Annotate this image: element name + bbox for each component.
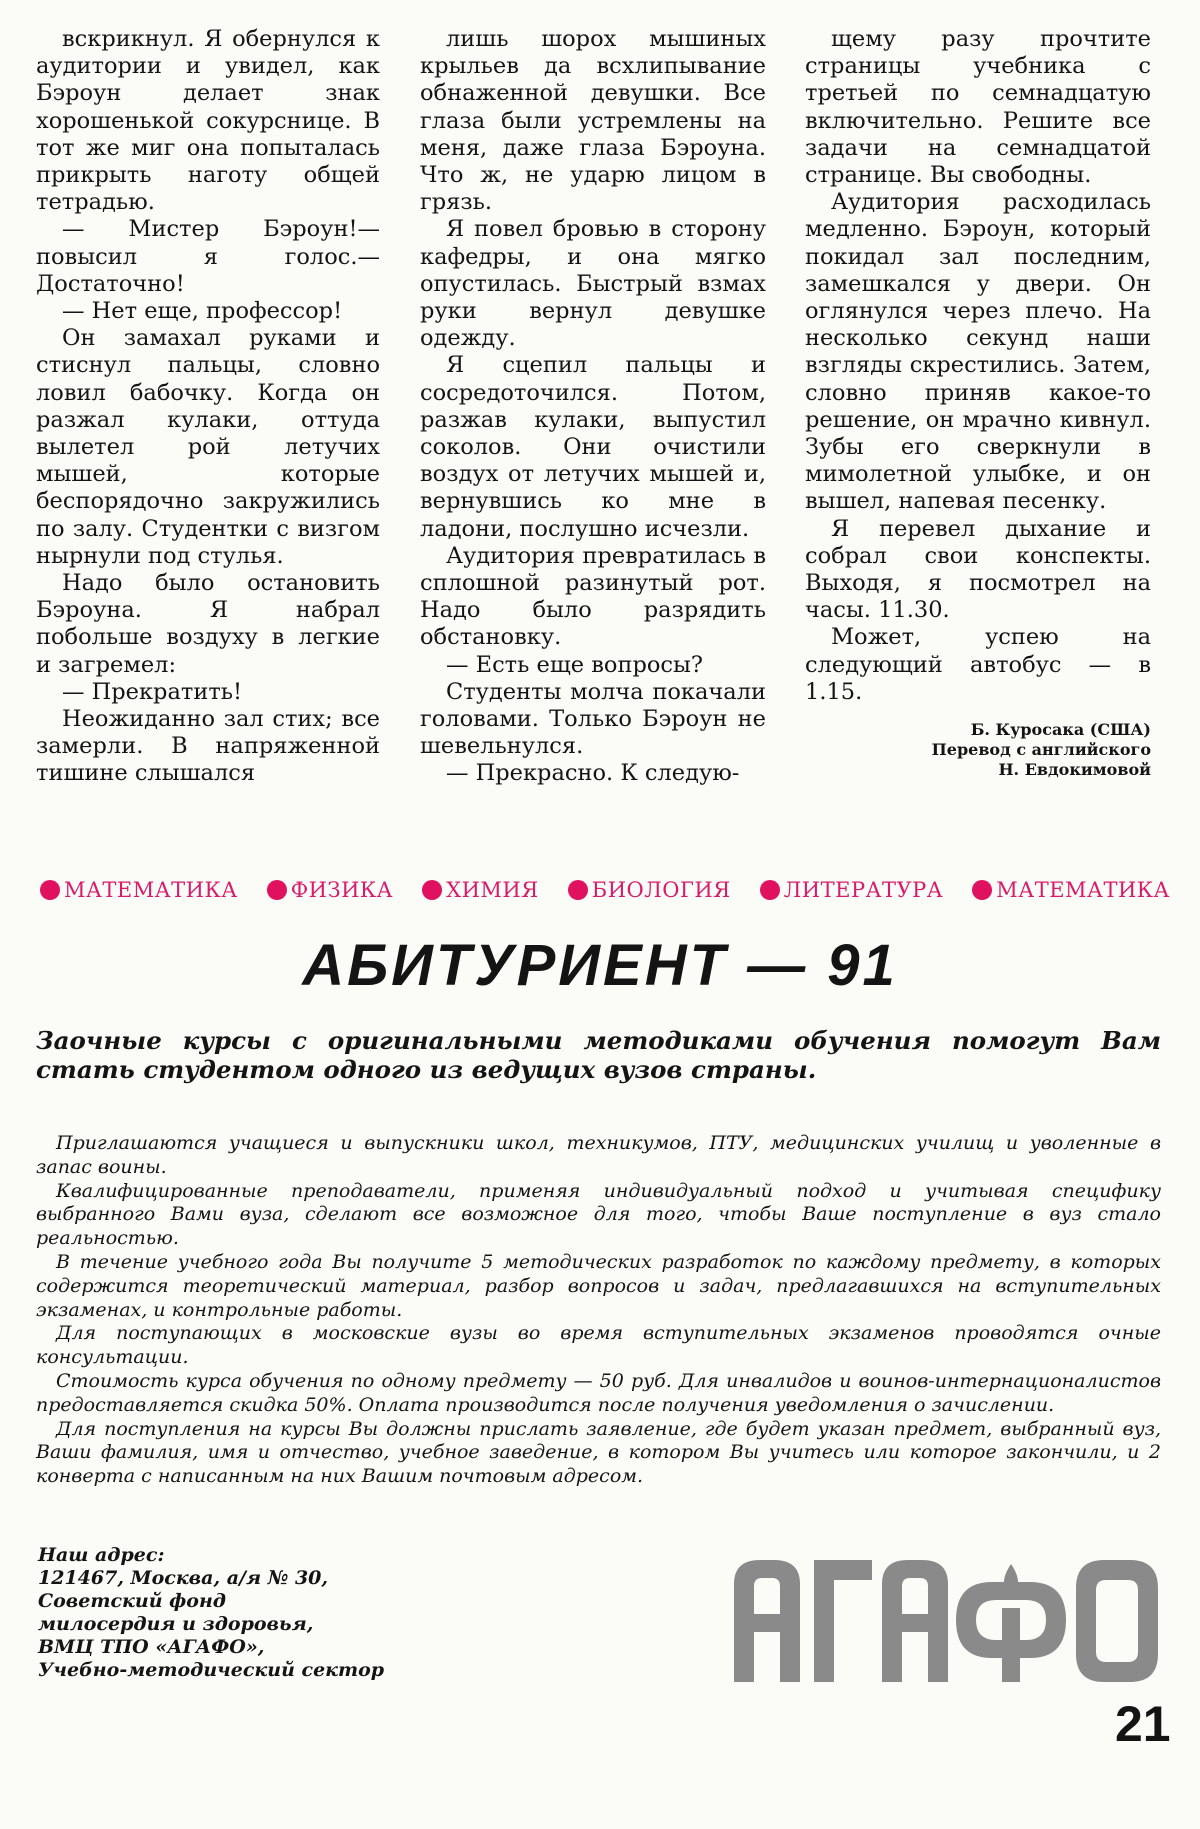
story-paragraph: вскрикнул. Я обернулся к аудитории и увидел, как Бэроун делает знак хорошенькой сокурснице. В тот же миг она попыталась прикрыть наготу общей тетрадью.: [36, 26, 380, 216]
story-paragraph: Неожиданно зал стих; все замерли. В напряженной тишине слышался: [36, 706, 380, 787]
logo-letter-o: [1076, 1560, 1158, 1682]
story-paragraph: Аудитория превратилась в сплошной разинутый рот. Надо было разрядить обстановку.: [420, 542, 766, 651]
address-line: Наш адрес:: [38, 1544, 165, 1566]
candle-flame-icon: [1004, 1564, 1018, 1596]
story-paragraph: щему разу прочтите страницы учебника с третьей по семнадцатую включительно. Решите все задачи на семнадцатой странице. Вы свободны.: [805, 26, 1151, 189]
address-line: ВМЦ ТПО «АГАФО»,: [38, 1636, 265, 1658]
story-column-3: [805, 26, 1151, 780]
story-paragraph: Я перевел дыхание и собрал свои конспекты. Выходя, я посмотрел на часы. 11.30.: [805, 515, 1151, 624]
story-paragraph: Я сцепил пальцы и сосредоточился. Потом, разжав кулаки, выпустил соколов. Они очистили воздух от летучих мышей и, вернувшись ко мне в ладони, послушно исчезли.: [420, 352, 766, 542]
address-line: 121467, Москва, а/я № 30,: [38, 1567, 329, 1589]
story-paragraph: Он замахал руками и стиснул пальцы, словно ловил бабочку. Когда он разжал кулаки, оттуда вылетел рой летучих мышей, которые беспорядочно закружились по залу. Студентки с визгом нырнули под стулья.: [36, 325, 380, 569]
ad-title: АБИТУРИЕНТ — 91: [302, 933, 898, 998]
story-paragraph: — Нет еще, профессор!: [62, 298, 343, 325]
subject-item: [760, 878, 943, 902]
story-credits: [805, 720, 1151, 780]
story-paragraph: — Прекрасно. К следую-: [446, 760, 740, 787]
story-paragraph: лишь шорох мышиных крыльев да всхлипывание обнаженной девушки. Все глаза были устремлены на меня, даже глаза Бэроуна. Что ж, не ударю лицом в грязь.: [420, 26, 766, 216]
ad-paragraph: Приглашаются учащиеся и выпускники школ, техникумов, ПТУ, медицинских училищ и уволенные в запас воины.: [36, 1132, 1161, 1178]
bullet-dot-icon: [422, 880, 442, 900]
subject-item: [267, 878, 393, 902]
subject-item: [422, 878, 539, 902]
subject-label: ФИЗИКА: [290, 878, 394, 902]
subject-label: МАТЕМАТИКА: [64, 878, 238, 902]
subject-item: [40, 878, 238, 902]
subject-label: ХИМИЯ: [446, 878, 539, 902]
bullet-dot-icon: [267, 880, 287, 900]
translator: Н. Евдокимовой: [998, 760, 1151, 780]
story-paragraph: Надо было остановить Бэроуна. Я набрал побольше воздуху в легкие и загремел:: [36, 570, 380, 678]
story-paragraph: Студенты молча покачали головами. Только Бэроун не шевельнулся.: [420, 678, 766, 760]
subject-label: МАТЕМАТИКА: [996, 878, 1170, 902]
ad-paragraph: Для поступающих в московские вузы во время вступительных экзаменов проводятся очные консультации.: [36, 1322, 1161, 1369]
subject-label: ЛИТЕРАТУРА: [783, 878, 944, 902]
ad-paragraph: Стоимость курса обучения по одному предмету — 50 руб. Для инвалидов и воинов-интернационалистов предоставляется скидка 50%. Оплата производится после получения уведомления о зачислении.: [36, 1369, 1161, 1416]
ad-paragraph: Для поступления на курсы Вы должны прислать заявление, где будет указан предмет, выбранный вуз, Ваши фамилия, имя и отчество, учебное заведение, в котором Вы учитесь или которое закончили, и 2 конверта с написанным на них Вашим почтовым адресом.: [36, 1417, 1161, 1488]
story-paragraph: — Есть еще вопросы?: [446, 651, 703, 678]
agafo-logo: [730, 1558, 1162, 1682]
logo-letter-a: [882, 1560, 948, 1682]
subject-label: БИОЛОГИЯ: [591, 878, 731, 902]
bullet-dot-icon: [760, 880, 780, 900]
address-line: милосердия и здоровья,: [38, 1613, 314, 1635]
ad-lead: Заочные курсы с оригинальными методиками обучения помогут Вам стать студентом одного из ведущих вузов страны.: [36, 1026, 1161, 1084]
author: Б. Куросака (США): [970, 720, 1151, 740]
subject-item: [568, 878, 731, 902]
subjects-bar: [40, 878, 1170, 902]
story-paragraph: Я повел бровью в сторону кафедры, и она мягко опустилась. Быстрый взмах руки вернул девушке одежду.: [420, 216, 766, 352]
ad-paragraph: Квалифицированные преподаватели, применяя индивидуальный подход и учитывая специфику выбранного Вами вуза, сделают все возможное для того, чтобы Ваше поступление в вуз стало реальностью.: [36, 1179, 1161, 1250]
translation-line: Перевод с английского: [931, 740, 1151, 760]
story-paragraph: — Прекратить!: [62, 678, 243, 705]
bullet-dot-icon: [568, 880, 588, 900]
logo-letter-g: [814, 1560, 872, 1682]
story-column-1: [36, 26, 380, 788]
ad-body: [36, 1132, 1161, 1489]
page-number: 21: [1115, 1696, 1171, 1752]
address-line: Советский фонд: [38, 1590, 227, 1612]
bullet-dot-icon: [972, 880, 992, 900]
address-block: [38, 1544, 388, 1682]
ad-paragraph: В течение учебного года Вы получите 5 методических разработок по каждому предмету, в которых содержится теоретический материал, разбор вопросов и задач, предлагавшихся на вступительных экзаменах, и контрольные работы.: [36, 1250, 1161, 1321]
story-paragraph: Аудитория расходилась медленно. Бэроун, который покидал зал последним, замешкался у двери. Он оглянулся через плечо. На несколько секунд наши взгляды скрестились. Затем, словно приняв какое-то решение, он мрачно кивнул. Зубы его сверкнули в мимолетной улыбке, и он вышел, напевая песенку.: [805, 189, 1151, 515]
bullet-dot-icon: [40, 880, 60, 900]
story-paragraph: — Мистер Бэроун!— повысил я голос.— Достаточно!: [36, 216, 380, 297]
story-paragraph: Может, успею на следующий автобус — в 1.15.: [805, 624, 1151, 705]
address-line: Учебно-методический сектор: [38, 1659, 385, 1681]
subject-item: [972, 878, 1170, 902]
logo-letter-a: [734, 1560, 800, 1682]
story-column-2: [420, 26, 766, 788]
